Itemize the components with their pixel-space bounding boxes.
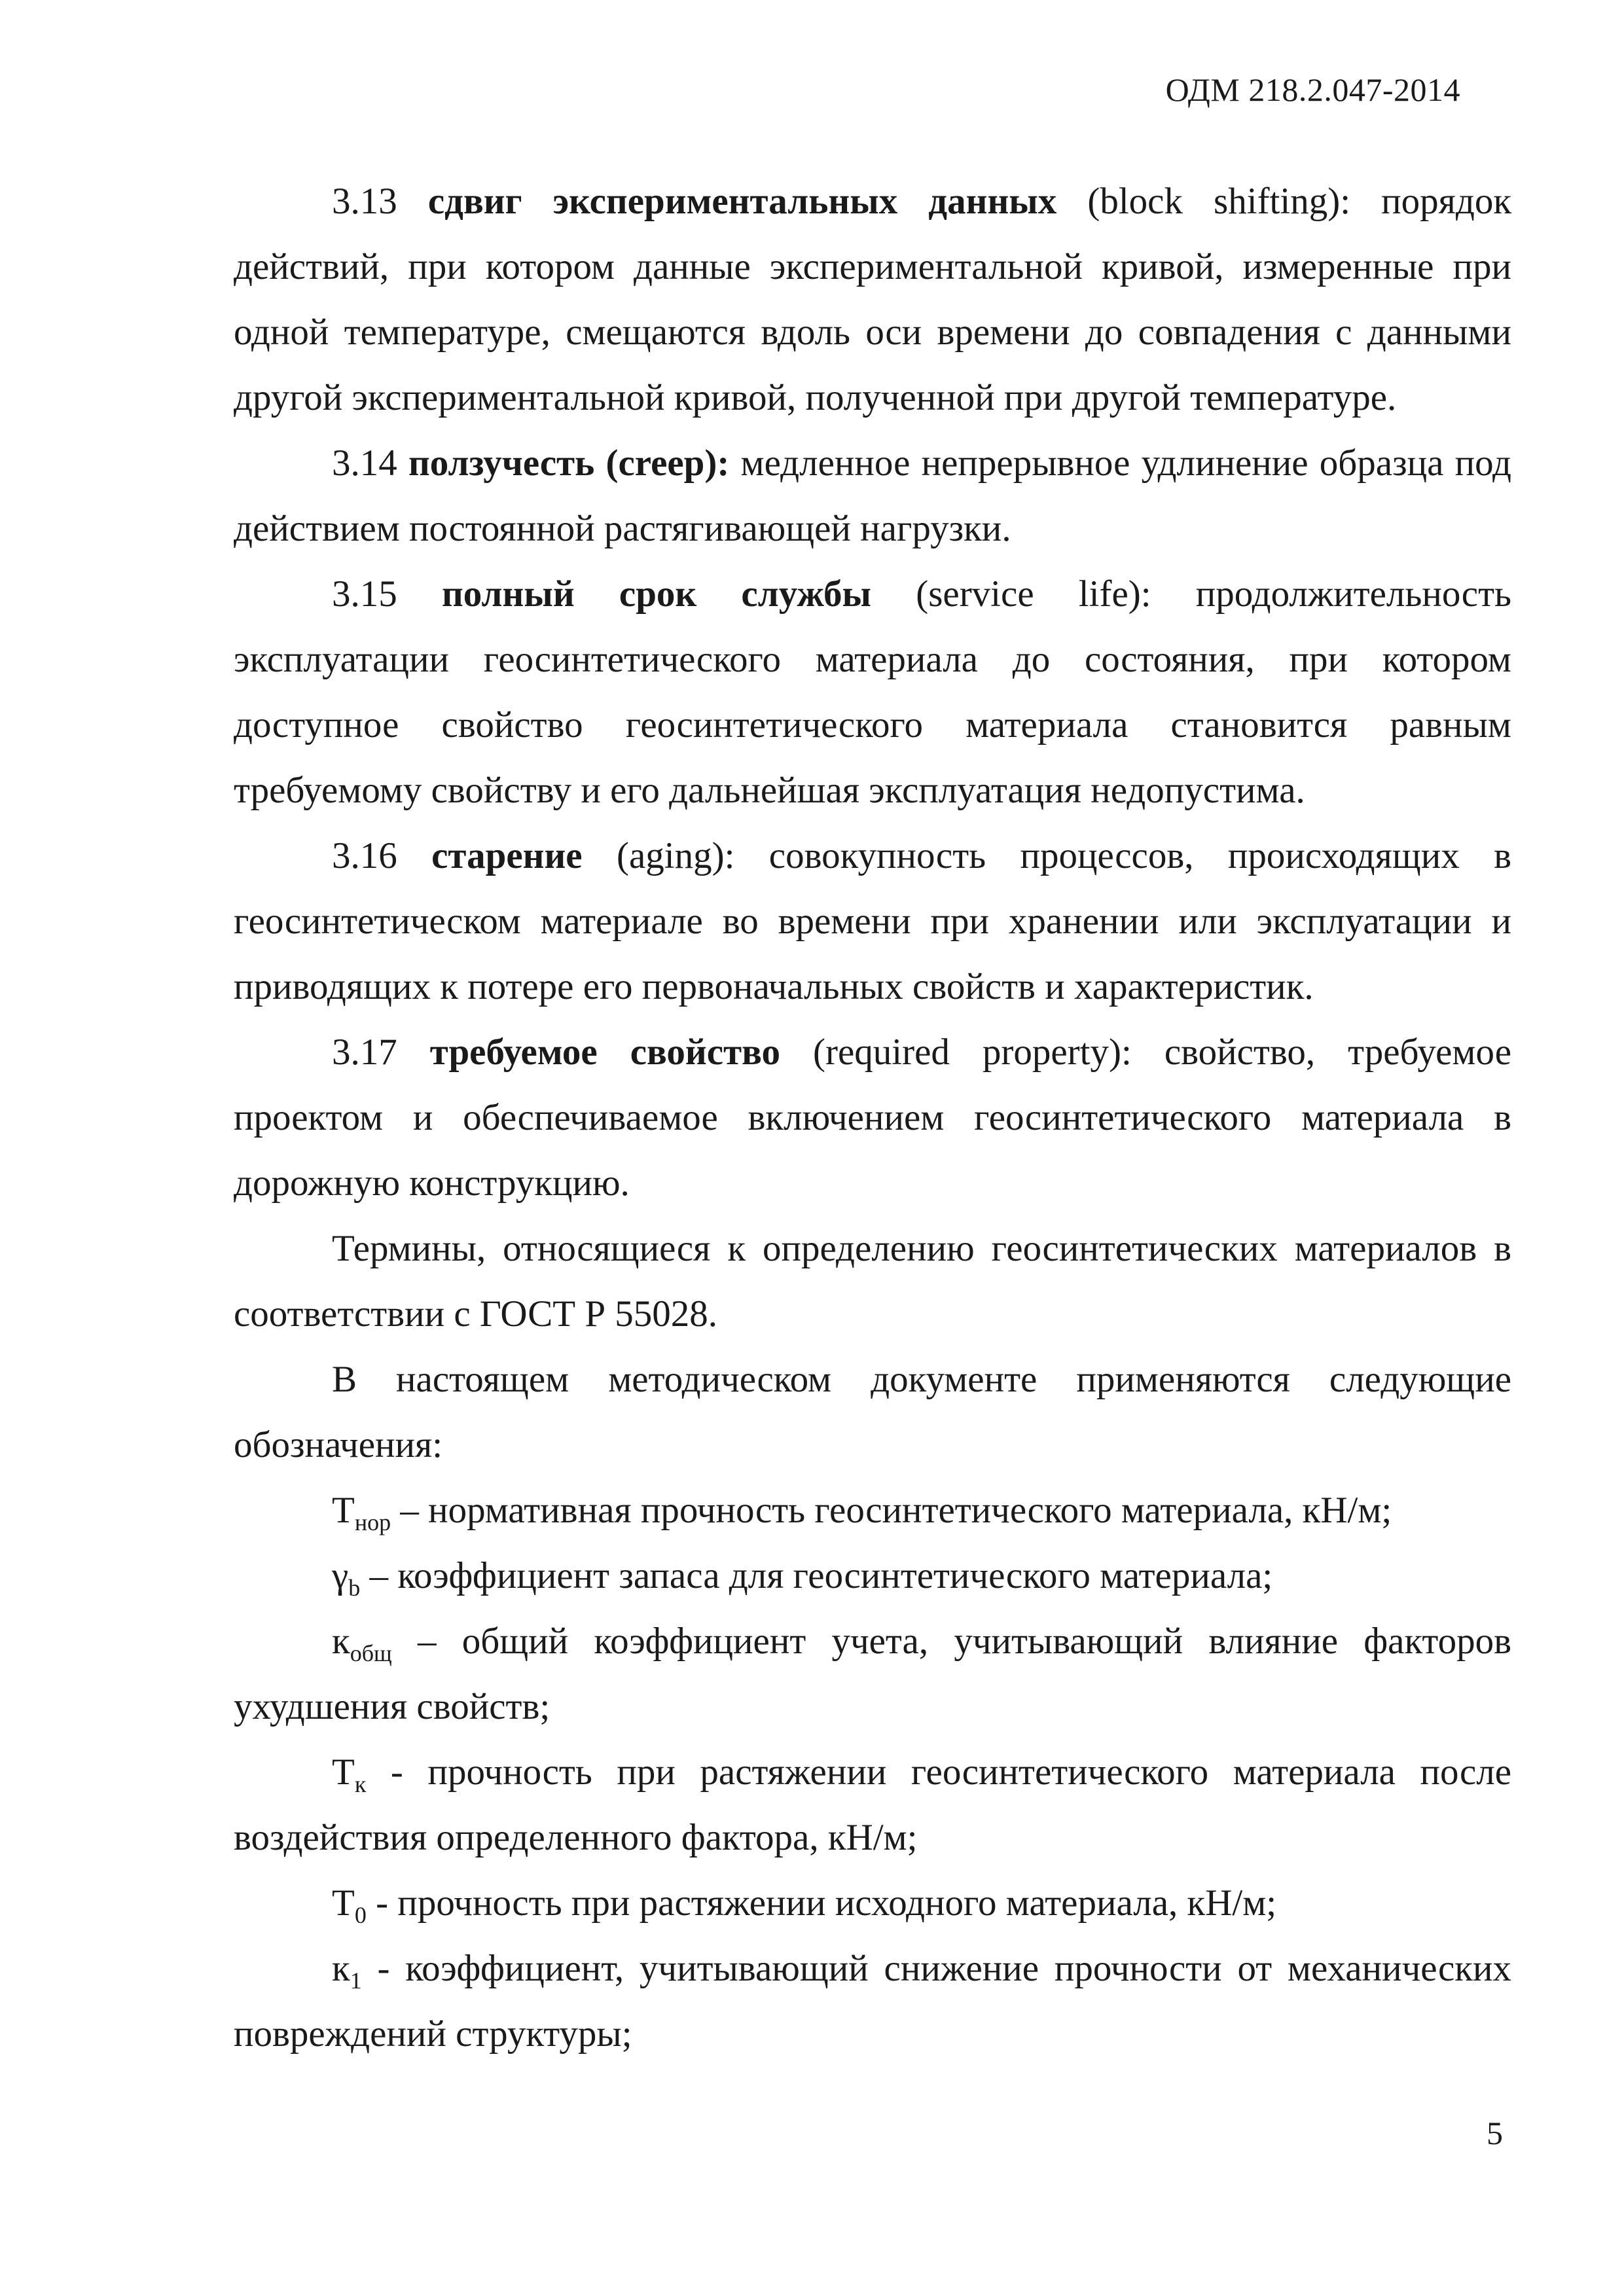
notation-text: – коэффициент запаса для геосинтетического материала; [360,1555,1273,1596]
notation-item [234,1609,1511,1740]
notation-text: – нормативная прочность геосинтетического материала, кН/м; [391,1490,1392,1531]
notation-item [234,1936,1511,2067]
notation-subscript: 0 [354,1902,367,1928]
term-name: старение [431,835,583,876]
document-code: ОДМ 218.2.047-2014 [1165,71,1460,108]
term-number: 3.15 [332,573,397,615]
notation-subscript: 1 [350,1967,362,1994]
term-3-14 [234,431,1511,562]
term-number: 3.13 [332,181,397,222]
term-name: полный срок службы [441,573,872,615]
notation-subscript: нор [354,1509,391,1535]
term-name: требуемое свойство [429,1031,780,1073]
notation-item [234,1478,1511,1543]
notation-symbol: T [332,1751,355,1793]
page-number: 5 [1487,2115,1503,2151]
term-definition: (service life): продолжительность эксплуатации геосинтетического материала до состояния, при котором доступное свойство геосинтетического материала становится равным требуемому свойству и его дальнейшая эксплуатация недопустима. [234,573,1511,811]
term-name: ползучесть (creep): [408,442,730,484]
notation-subscript: b [348,1575,361,1601]
notation-symbol: T [332,1490,355,1531]
terms-reference-paragraph: Термины, относящиеся к определению геосинтетических материалов в соответствии с ГОСТ Р 55028. [234,1228,1511,1335]
notation-text: - прочность при растяжении геосинтетического материала после воздействия определенного фактора, кН/м; [234,1751,1511,1858]
term-3-13 [234,169,1511,431]
term-definition: (aging): совокупность процессов, происходящих в геосинтетическом материале во времени при хранении или эксплуатации и приводящих к потере его первоначальных свойств и характеристик. [234,835,1511,1007]
notation-text: – общий коэффициент учета, учитывающий влияние факторов ухудшения свойств; [234,1621,1511,1727]
notation-item [234,1740,1511,1871]
notation-intro-paragraph: В настоящем методическом документе применяются следующие обозначения: [234,1359,1511,1465]
notation-subscript: общ [350,1640,392,1666]
term-number: 3.14 [332,442,397,484]
term-definition: медленное непрерывное удлинение образца под действием постоянной растягивающей нагрузки. [234,442,1511,549]
notation-item [234,1871,1511,1936]
term-number: 3.17 [332,1031,397,1073]
notation-subscript: к [354,1771,367,1797]
notation-item [234,1543,1511,1609]
notation-text: - прочность при растяжении исходного материала, кН/м; [366,1882,1277,1924]
document-body [234,169,1511,2067]
term-3-16 [234,823,1511,1020]
term-name: сдвиг экспериментальных данных [427,181,1057,222]
term-3-15 [234,562,1511,823]
term-3-17 [234,1020,1511,1216]
term-number: 3.16 [332,835,397,876]
term-definition: (required property): свойство, требуемое проектом и обеспечиваемое включением геосинтетического материала в дорожную конструкцию. [234,1031,1511,1204]
notation-symbol: T [332,1882,355,1924]
notation-symbol: к [332,1621,350,1662]
term-definition: (block shifting): порядок действий, при котором данные экспериментальной кривой, измеренные при одной температуре, смещаются вдоль оси времени до совпадения с данными другой экспериментальной кривой, полученной при другой температуре. [234,181,1512,418]
notation-symbol: к [332,1948,350,1989]
notation-symbol: γ [332,1555,349,1596]
notation-text: - коэффициент, учитывающий снижение прочности от механических повреждений структуры; [234,1948,1511,2054]
